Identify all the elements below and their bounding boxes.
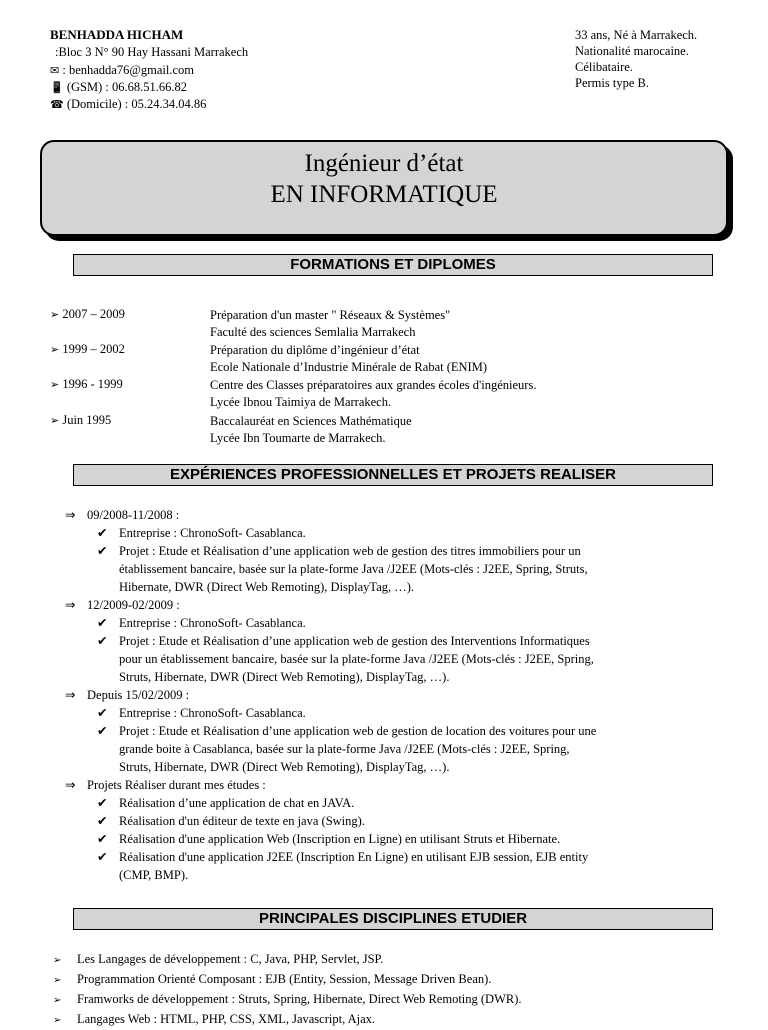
experience-period: ⇒ 09/2008-11/2008 : bbox=[65, 508, 180, 522]
arrowhead-bullet-icon: ➢ bbox=[53, 995, 62, 1006]
formation-line-1: Préparation du diplôme d’ingénieur d’état bbox=[210, 343, 420, 357]
arrowhead-bullet-icon: ➢ bbox=[50, 379, 60, 391]
home-phone-line bbox=[50, 96, 206, 114]
check-mark-icon: ✔ bbox=[97, 796, 108, 810]
section-experiences-heading: EXPÉRIENCES PROFESSIONNELLES ET PROJETS REALISER bbox=[73, 464, 713, 486]
driving-license: Permis type B. bbox=[575, 76, 649, 90]
arrowhead-bullet-icon: ➢ bbox=[53, 955, 62, 966]
discipline-item: ➢ Les Langages de développement : C, Java, PHP, Servlet, JSP. bbox=[53, 950, 522, 970]
section-disciplines-heading: PRINCIPALES DISCIPLINES ETUDIER bbox=[73, 908, 713, 930]
email-text: : benhadda76@gmail.com bbox=[62, 63, 194, 77]
discipline-item: ➢ Langages Web : HTML, PHP, CSS, XML, Javascript, Ajax. bbox=[53, 1010, 522, 1030]
study-project-item: ✔ Réalisation d'une application Web (Inscription en Ligne) en utilisant Struts et Hibernate. bbox=[97, 832, 561, 846]
experience-project: ✔ Projet : Etude et Réalisation d’une application web de gestion des titres immobiliers pour un établissement bancaire, basée sur la plate-forme Java /J2EE (Mots-clés : J2EE, Spring, Struts, Hibernate, DWR (Direct Web Remoting), DisplayTag, …). bbox=[97, 544, 588, 594]
section-formations-heading: FORMATIONS ET DIPLOMES bbox=[73, 254, 713, 276]
gsm-line bbox=[50, 79, 187, 97]
formation-line-1: Centre des Classes préparatoires aux grandes écoles d'ingénieurs. bbox=[210, 378, 537, 392]
experience-period: ⇒ 12/2009-02/2009 : bbox=[65, 598, 180, 612]
marital-status: Célibataire. bbox=[575, 60, 633, 74]
check-mark-icon: ✔ bbox=[97, 616, 108, 630]
double-arrow-icon: ⇒ bbox=[65, 688, 76, 702]
check-mark-icon: ✔ bbox=[97, 526, 108, 540]
experience-project: ✔ Projet : Etude et Réalisation d’une application web de gestion des Interventions Informatiques pour un établissement bancaire, basée sur la plate-forme Java /J2EE (Mots-clés : J2EE, Spring, Struts, Hibernate, DWR (Direct Web Remoting), DisplayTag, …). bbox=[97, 634, 594, 684]
personal-info bbox=[575, 27, 697, 91]
check-mark-icon: ✔ bbox=[97, 544, 108, 558]
arrowhead-bullet-icon: ➢ bbox=[50, 309, 60, 321]
age-birthplace: 33 ans, Né à Marrakech. bbox=[575, 28, 698, 42]
formation-line-2: Ecole Nationale d’Industrie Minérale de Rabat (ENIM) bbox=[210, 360, 487, 374]
discipline-item: ➢ Programmation Orienté Composant : EJB (Entity, Session, Message Driven Bean). bbox=[53, 970, 522, 990]
title-line-2: EN INFORMATIQUE bbox=[270, 181, 498, 208]
formation-line-2: Lycée Ibnou Taimiya de Marrakech. bbox=[210, 395, 392, 409]
formation-line-2: Lycée Ibn Toumarte de Marrakech. bbox=[210, 431, 386, 445]
study-project-item: ✔ Réalisation d'un éditeur de texte en java (Swing). bbox=[97, 814, 365, 828]
arrowhead-bullet-icon: ➢ bbox=[50, 344, 60, 356]
experience-project: ✔ Projet : Etude et Réalisation d’une application web de gestion de location des voitures pour une grande boite à Casablanca, basée sur la plate-forme Java /J2EE (Mots-clés : J2EE, Spring, Struts, Hibernate, DWR (Direct Web Remoting), DisplayTag, …). bbox=[97, 724, 597, 774]
check-mark-icon: ✔ bbox=[97, 832, 108, 846]
gsm-text: (GSM) : 06.68.51.66.82 bbox=[66, 80, 187, 94]
study-project-item: ✔ Réalisation d'une application J2EE (Inscription En Ligne) en utilisant EJB session, EJB entity bbox=[97, 850, 589, 864]
envelope-icon: ✉ bbox=[50, 65, 60, 77]
double-arrow-icon: ⇒ bbox=[65, 508, 76, 522]
formation-date: Juin 1995 bbox=[62, 413, 112, 427]
double-arrow-icon: ⇒ bbox=[65, 778, 76, 792]
address: :Bloc 3 N° 90 Hay Hassani Marrakech bbox=[55, 45, 249, 59]
experience-company: ✔ Entreprise : ChronoSoft- Casablanca. bbox=[97, 706, 306, 720]
experience-list bbox=[65, 506, 725, 884]
formation-line-1: Baccalauréat en Sciences Mathématique bbox=[210, 414, 412, 428]
arrowhead-bullet-icon: ➢ bbox=[53, 975, 62, 986]
check-mark-icon: ✔ bbox=[97, 706, 108, 720]
discipline-list bbox=[53, 950, 522, 1030]
check-mark-icon: ✔ bbox=[97, 724, 108, 738]
study-project-item: ✔ Réalisation d’une application de chat en JAVA. bbox=[97, 796, 355, 810]
arrowhead-bullet-icon: ➢ bbox=[50, 415, 60, 427]
study-project-item-continuation: (CMP, BMP). bbox=[119, 868, 189, 882]
candidate-name: BENHADDA HICHAM bbox=[50, 27, 184, 42]
formation-line-1: Préparation d'un master " Réseaux & Systèmes" bbox=[210, 308, 451, 322]
discipline-item: ➢ Framworks de développement : Struts, Spring, Hibernate, Direct Web Remoting (DWR). bbox=[53, 990, 522, 1010]
formation-date: 1996 - 1999 bbox=[62, 377, 123, 391]
arrowhead-bullet-icon: ➢ bbox=[53, 1015, 62, 1026]
mobile-phone-icon: 📱 bbox=[50, 82, 64, 94]
check-mark-icon: ✔ bbox=[97, 634, 108, 648]
title-box bbox=[40, 140, 728, 236]
experience-company: ✔ Entreprise : ChronoSoft- Casablanca. bbox=[97, 526, 306, 540]
check-mark-icon: ✔ bbox=[97, 814, 108, 828]
email-line bbox=[50, 62, 194, 80]
study-projects-heading: ⇒ Projets Réaliser durant mes études : bbox=[65, 778, 266, 792]
experience-company: ✔ Entreprise : ChronoSoft- Casablanca. bbox=[97, 616, 306, 630]
title-line-1: Ingénieur d’état bbox=[304, 150, 464, 177]
formation-date: 1999 – 2002 bbox=[62, 342, 125, 356]
check-mark-icon: ✔ bbox=[97, 850, 108, 864]
telephone-icon: ☎ bbox=[50, 99, 64, 111]
home-phone-text: (Domicile) : 05.24.34.04.86 bbox=[66, 97, 207, 111]
double-arrow-icon: ⇒ bbox=[65, 598, 76, 612]
nationality: Nationalité marocaine. bbox=[575, 44, 689, 58]
formation-date: 2007 – 2009 bbox=[62, 307, 125, 321]
formation-line-2: Faculté des sciences Semlalia Marrakech bbox=[210, 325, 416, 339]
experience-period: ⇒ Depuis 15/02/2009 : bbox=[65, 688, 190, 702]
